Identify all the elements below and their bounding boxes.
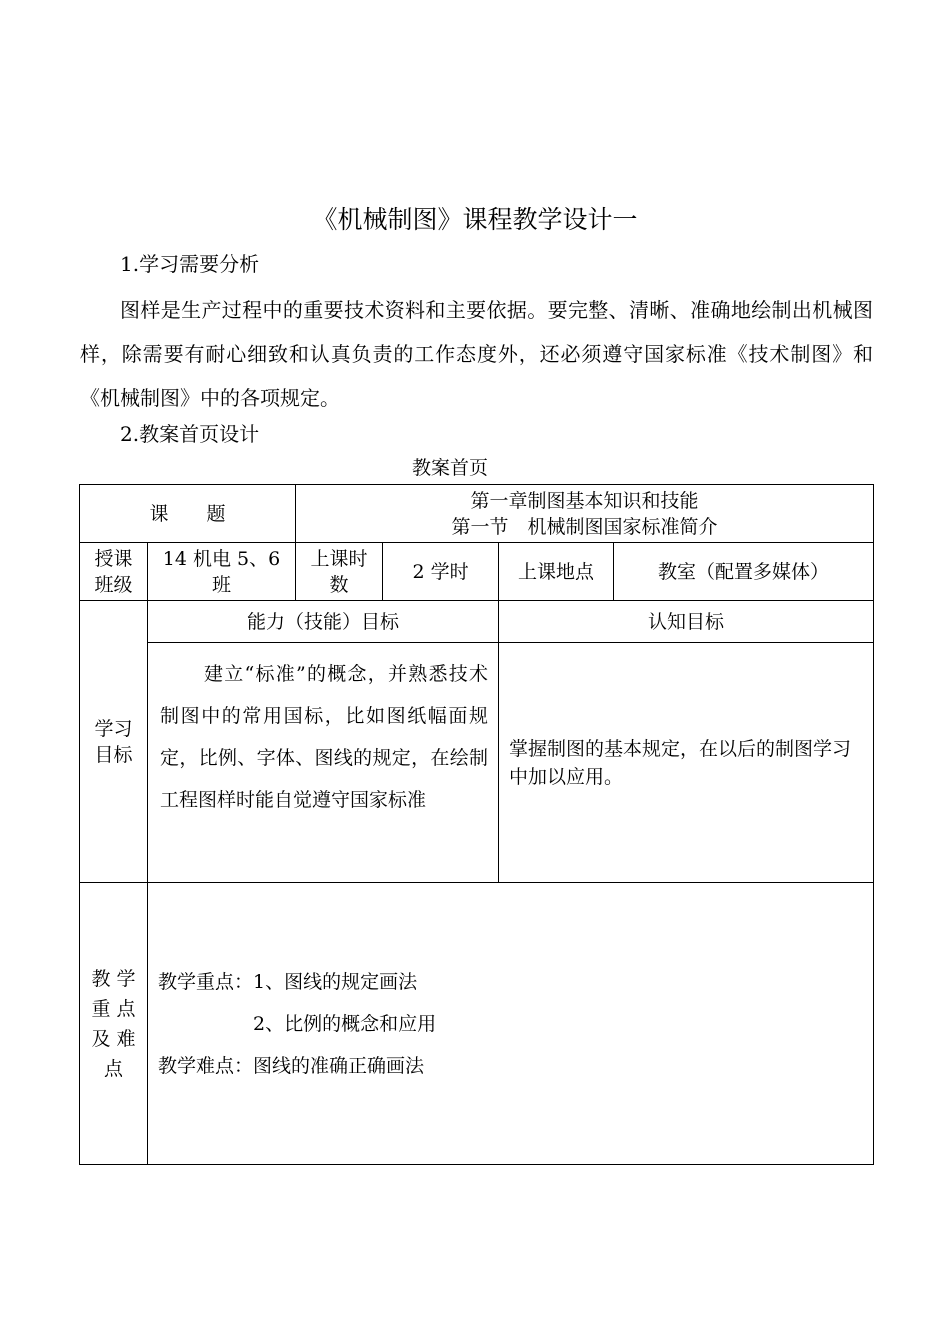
- table-row-goal-content: [80, 643, 874, 883]
- document-title: 《机械制图》课程教学设计一: [312, 205, 638, 234]
- key-points-label-line2: 重 点: [91, 997, 136, 1020]
- ability-goal-text: 建立“标准”的概念，并熟悉技术制图中的常用国标，比如图纸幅面规定，比例、字体、图线的规定，在绘制工程图样时能自觉遵守国家标准: [148, 643, 499, 883]
- lesson-plan-table: [79, 484, 874, 1165]
- key-points-content: [148, 883, 874, 1165]
- goals-label-line1: 学习: [94, 717, 133, 740]
- key-points-label-line3: 及 难: [91, 1027, 136, 1050]
- table-row-topic: [80, 485, 874, 543]
- topic-label: 课 题: [80, 485, 296, 543]
- topic-value: [296, 485, 874, 543]
- difficulty-point: 教学难点：图线的准确正确画法: [158, 1054, 425, 1077]
- class-value-line1: 14 机电 5、6: [162, 547, 281, 570]
- class-label-line2: 班级: [94, 573, 133, 596]
- section-heading-lesson-plan: 2.教案首页设计: [120, 422, 260, 446]
- ability-goal-header: 能力（技能）目标: [148, 601, 499, 643]
- class-value: [148, 543, 296, 601]
- goals-label: [80, 601, 148, 883]
- cognitive-goal-header: 认知目标: [499, 601, 874, 643]
- section-heading-needs-analysis: 1.学习需要分析: [120, 252, 260, 276]
- key-point-2: 2、比例的概念和应用: [158, 1012, 437, 1035]
- needs-analysis-paragraph: 图样是生产过程中的重要技术资料和主要依据。要完整、清晰、准确地绘制出机械图样，除需要有耐心细致和认真负责的工作态度外，还必须遵守国家标准《技术制图》和《机械制图》中的各项规定。: [80, 298, 873, 410]
- hours-label-line1: 上课时: [310, 547, 368, 570]
- table-row-class-info: [80, 543, 874, 601]
- class-label-line1: 授课: [94, 547, 133, 570]
- hours-label: [296, 543, 383, 601]
- goals-label-line2: 目标: [94, 743, 133, 766]
- table-row-goal-headers: [80, 601, 874, 643]
- class-value-line2: 班: [212, 573, 232, 596]
- topic-section: 第一节 机械制图国家标准简介: [451, 515, 718, 538]
- class-label: [80, 543, 148, 601]
- cognitive-goal-text: 掌握制图的基本规定，在以后的制图学习中加以应用。: [499, 643, 874, 883]
- key-points-label-line1: 教 学: [91, 967, 136, 990]
- key-point-1: 教学重点：1、图线的规定画法: [158, 970, 418, 993]
- key-points-label: [80, 883, 148, 1165]
- hours-label-line2: 数: [329, 573, 349, 596]
- table-caption: 教案首页: [411, 457, 488, 479]
- table-row-key-points: [80, 883, 874, 1165]
- location-value: 教室（配置多媒体）: [614, 543, 874, 601]
- hours-value: 2 学时: [383, 543, 499, 601]
- topic-chapter: 第一章制图基本知识和技能: [470, 489, 699, 512]
- key-points-label-line4: 点: [103, 1057, 123, 1080]
- location-label: 上课地点: [499, 543, 614, 601]
